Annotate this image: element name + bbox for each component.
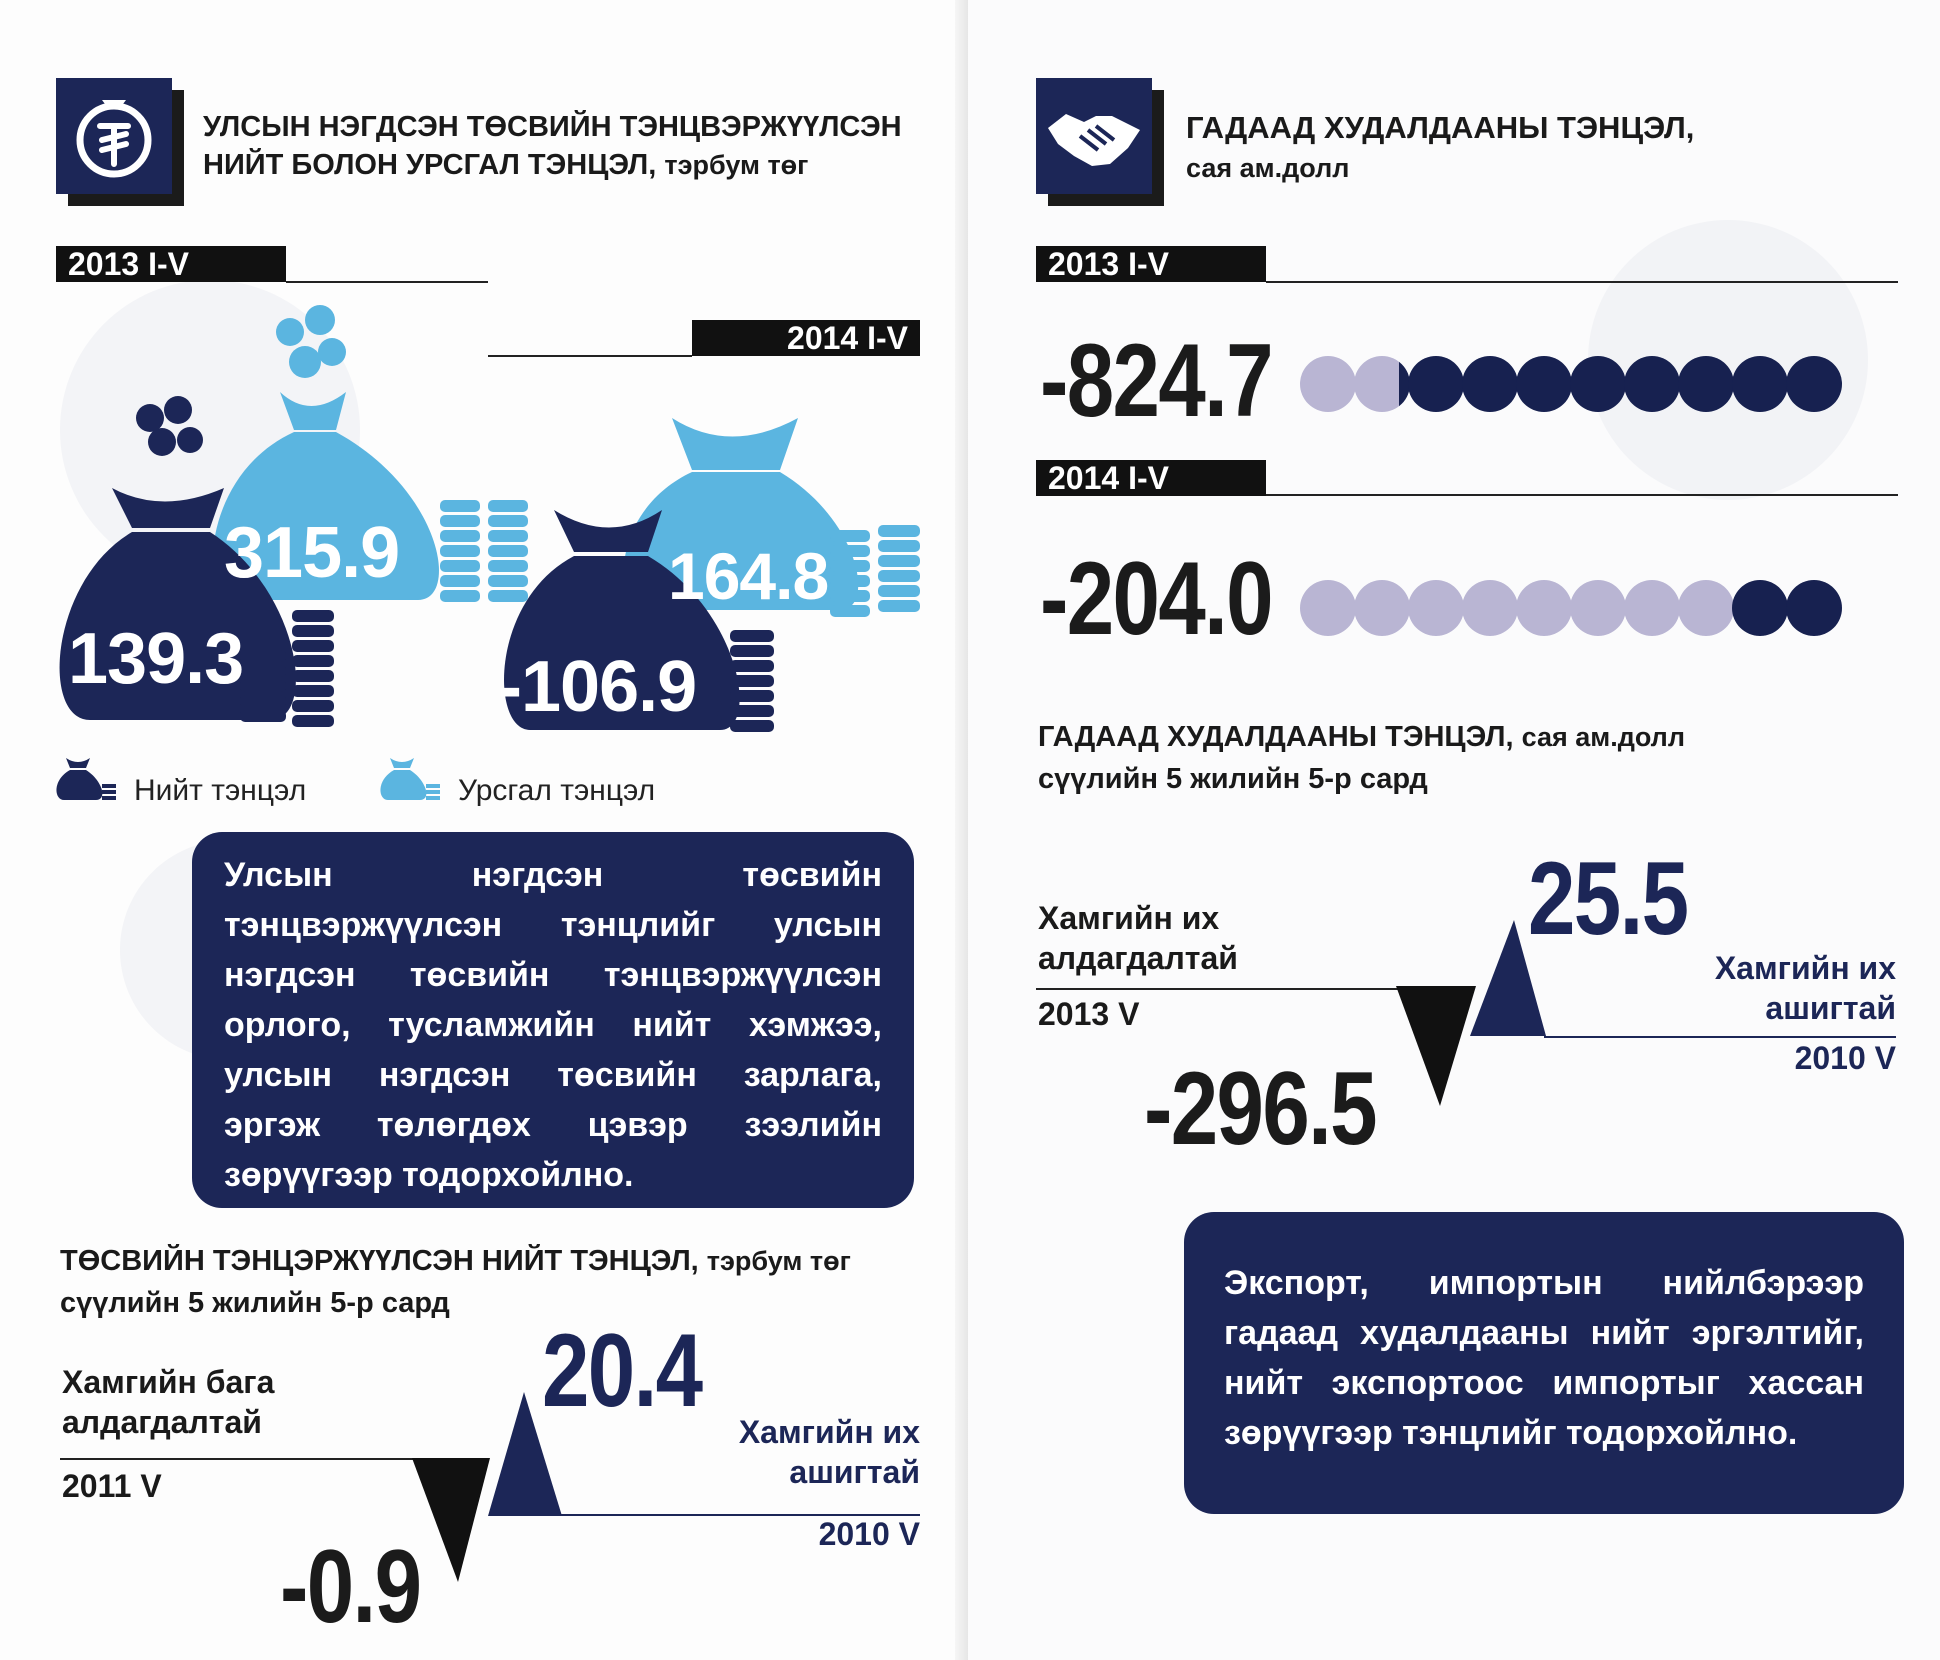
info-line: нийт экспортоос импортыг хассан: [1224, 1364, 1864, 1402]
year-label-2013: 2013 I-V: [56, 246, 286, 282]
sub-title-line2: сүүлийн 5 жилийн 5-р сард: [1038, 763, 1428, 795]
left-page: [0, 0, 968, 1660]
sub-title-unit: тэрбум төг: [706, 1246, 851, 1276]
gauge-dot: [1678, 356, 1734, 412]
coin-stack-icon: [440, 500, 528, 602]
left-title-line2: НИЙТ БОЛОН УРСГАЛ ТЭНЦЭЛ,: [203, 149, 657, 181]
left-title-unit: тэрбум төг: [664, 150, 809, 180]
min-year: 2011 V: [62, 1468, 162, 1504]
sub-title-line1: ТӨСВИЙН ТЭНЦЭРЖҮҮЛСЭН НИЙТ ТЭНЦЭЛ,: [60, 1245, 699, 1277]
dot-gauge-2013: [1300, 356, 1840, 412]
dot-gauge-2014: [1300, 580, 1840, 636]
max-value: 20.4: [542, 1313, 702, 1429]
gauge-dot: [1354, 580, 1410, 636]
gauge-dot: [1570, 580, 1626, 636]
gauge-dot: [1354, 356, 1410, 412]
gauge-dot: [1732, 356, 1788, 412]
max-profit-label: [600, 1412, 920, 1492]
down-arrow-icon: [412, 1458, 490, 1582]
gauge-dot: [1516, 580, 1572, 636]
max-profit-label: [1568, 948, 1896, 1028]
min-max-arrows: [412, 1392, 562, 1582]
info-line: Улсын нэгдсэн төсвийн: [224, 856, 882, 894]
sub-title-line1: ГАДААД ХУДАЛДААНЫ ТЭНЦЭЛ,: [1038, 721, 1514, 753]
year-label-2014: 2014 I-V: [1036, 460, 1266, 496]
handshake-icon: [1036, 78, 1152, 194]
info-line: нэгдсэн төсвийн тэнцвэржүүлсэн: [224, 956, 882, 994]
max-value: 25.5: [1528, 841, 1688, 957]
gauge-dot: [1786, 356, 1842, 412]
divider-line: [1266, 281, 1898, 283]
right-title-line1: ГАДААД ХУДАЛДААНЫ ТЭНЦЭЛ,: [1186, 110, 1695, 145]
gauge-dot: [1408, 356, 1464, 412]
divider-line: [1036, 988, 1440, 990]
left-section-title: [203, 108, 902, 184]
right-page: [968, 0, 1940, 1660]
gauge-dot: [1786, 580, 1842, 636]
min-deficit-label: [62, 1362, 274, 1442]
info-line: эргэж төлөгдөх цэвэр зээлийн: [224, 1106, 882, 1144]
money-bag-tugrik-icon: [56, 78, 172, 194]
bag-value-2013-total: 139.3: [68, 619, 244, 699]
bag-value-2013-current: 315.9: [224, 513, 400, 593]
year-label-2013: 2013 I-V: [1036, 246, 1266, 282]
gauge-dot: [1300, 356, 1356, 412]
bag-value-2014-total: -106.9: [498, 647, 697, 727]
min-deficit-label: [1038, 898, 1238, 978]
info-line: улсын нэгдсэн төсвийн зарлага,: [224, 1056, 882, 1094]
gauge-dot: [1462, 356, 1518, 412]
max-year: 2010 V: [1794, 1040, 1896, 1076]
max-label-line2: ашигтай: [1765, 990, 1896, 1026]
gauge-dot: [1462, 580, 1518, 636]
info-line: зөрүүгээр тодорхойлно.: [224, 1156, 634, 1194]
legend-total-swatch-icon: [56, 752, 120, 802]
right-title-line2: сая ам.долл: [1186, 153, 1350, 183]
min-label-line1: Хамгийн их: [1038, 900, 1220, 936]
min-value: -296.5: [1144, 1051, 1376, 1167]
min-label-line2: алдагдалтай: [62, 1404, 262, 1440]
year-label-2014: 2014 I-V: [692, 320, 920, 356]
right-info-box: [1184, 1212, 1904, 1514]
legend-current-label: Урсгал тэнцэл: [458, 774, 656, 807]
gauge-dot: [1732, 580, 1788, 636]
info-line: тэнцвэржүүлсэн тэнцлийг улсын: [224, 906, 882, 944]
min-value: -0.9: [280, 1529, 421, 1645]
min-label-line2: алдагдалтай: [1038, 940, 1238, 976]
trade-balance-2014: -204.0: [1040, 541, 1272, 657]
max-label-line1: Хамгийн их: [1714, 950, 1896, 986]
info-line: гадаад худалдааны нийт эргэлтийг,: [1224, 1314, 1864, 1352]
gauge-dot: [1300, 580, 1356, 636]
gauge-dot: [1408, 580, 1464, 636]
divider-line: [286, 281, 488, 283]
info-line: Экспорт, импортын нийлбэрээр: [1224, 1264, 1864, 1302]
max-label-line1: Хамгийн их: [738, 1414, 920, 1450]
gauge-dot: [1624, 356, 1680, 412]
min-max-arrows: [1396, 920, 1546, 1106]
divider-line: [1544, 1036, 1896, 1038]
divider-line: [1266, 494, 1898, 496]
gauge-dot: [1624, 580, 1680, 636]
down-arrow-icon: [1396, 986, 1476, 1106]
gauge-dot: [1570, 356, 1626, 412]
gauge-dot: [1516, 356, 1572, 412]
info-line: зөрүүгээр тэнцлийг тодорхойлно.: [1224, 1414, 1798, 1452]
info-line: орлого, тусламжийн нийт хэмжээ,: [224, 1006, 882, 1044]
right-section-title: [1186, 108, 1694, 188]
trade-balance-2013: -824.7: [1040, 323, 1272, 439]
gauge-dot: [1678, 580, 1734, 636]
left-title-line1: УЛСЫН НЭГДСЭН ТӨСВИЙН ТЭНЦВЭРЖҮҮЛСЭН: [203, 111, 902, 143]
right-subsection-title: [1038, 716, 1685, 800]
min-year: 2013 V: [1038, 996, 1140, 1032]
legend-current-swatch-icon: [380, 752, 444, 802]
max-year: 2010 V: [818, 1516, 920, 1552]
sub-title-unit: сая ам.долл: [1521, 722, 1685, 752]
max-label-line2: ашигтай: [789, 1454, 920, 1490]
min-label-line1: Хамгийн бага: [62, 1364, 275, 1400]
legend-total-label: Нийт тэнцэл: [134, 774, 307, 807]
bag-value-2014-current: 164.8: [668, 539, 829, 613]
divider-line: [60, 1458, 444, 1460]
left-info-box: [192, 832, 914, 1208]
sub-title-line2: сүүлийн 5 жилийн 5-р сард: [60, 1287, 450, 1319]
left-subsection-title: [60, 1240, 851, 1324]
